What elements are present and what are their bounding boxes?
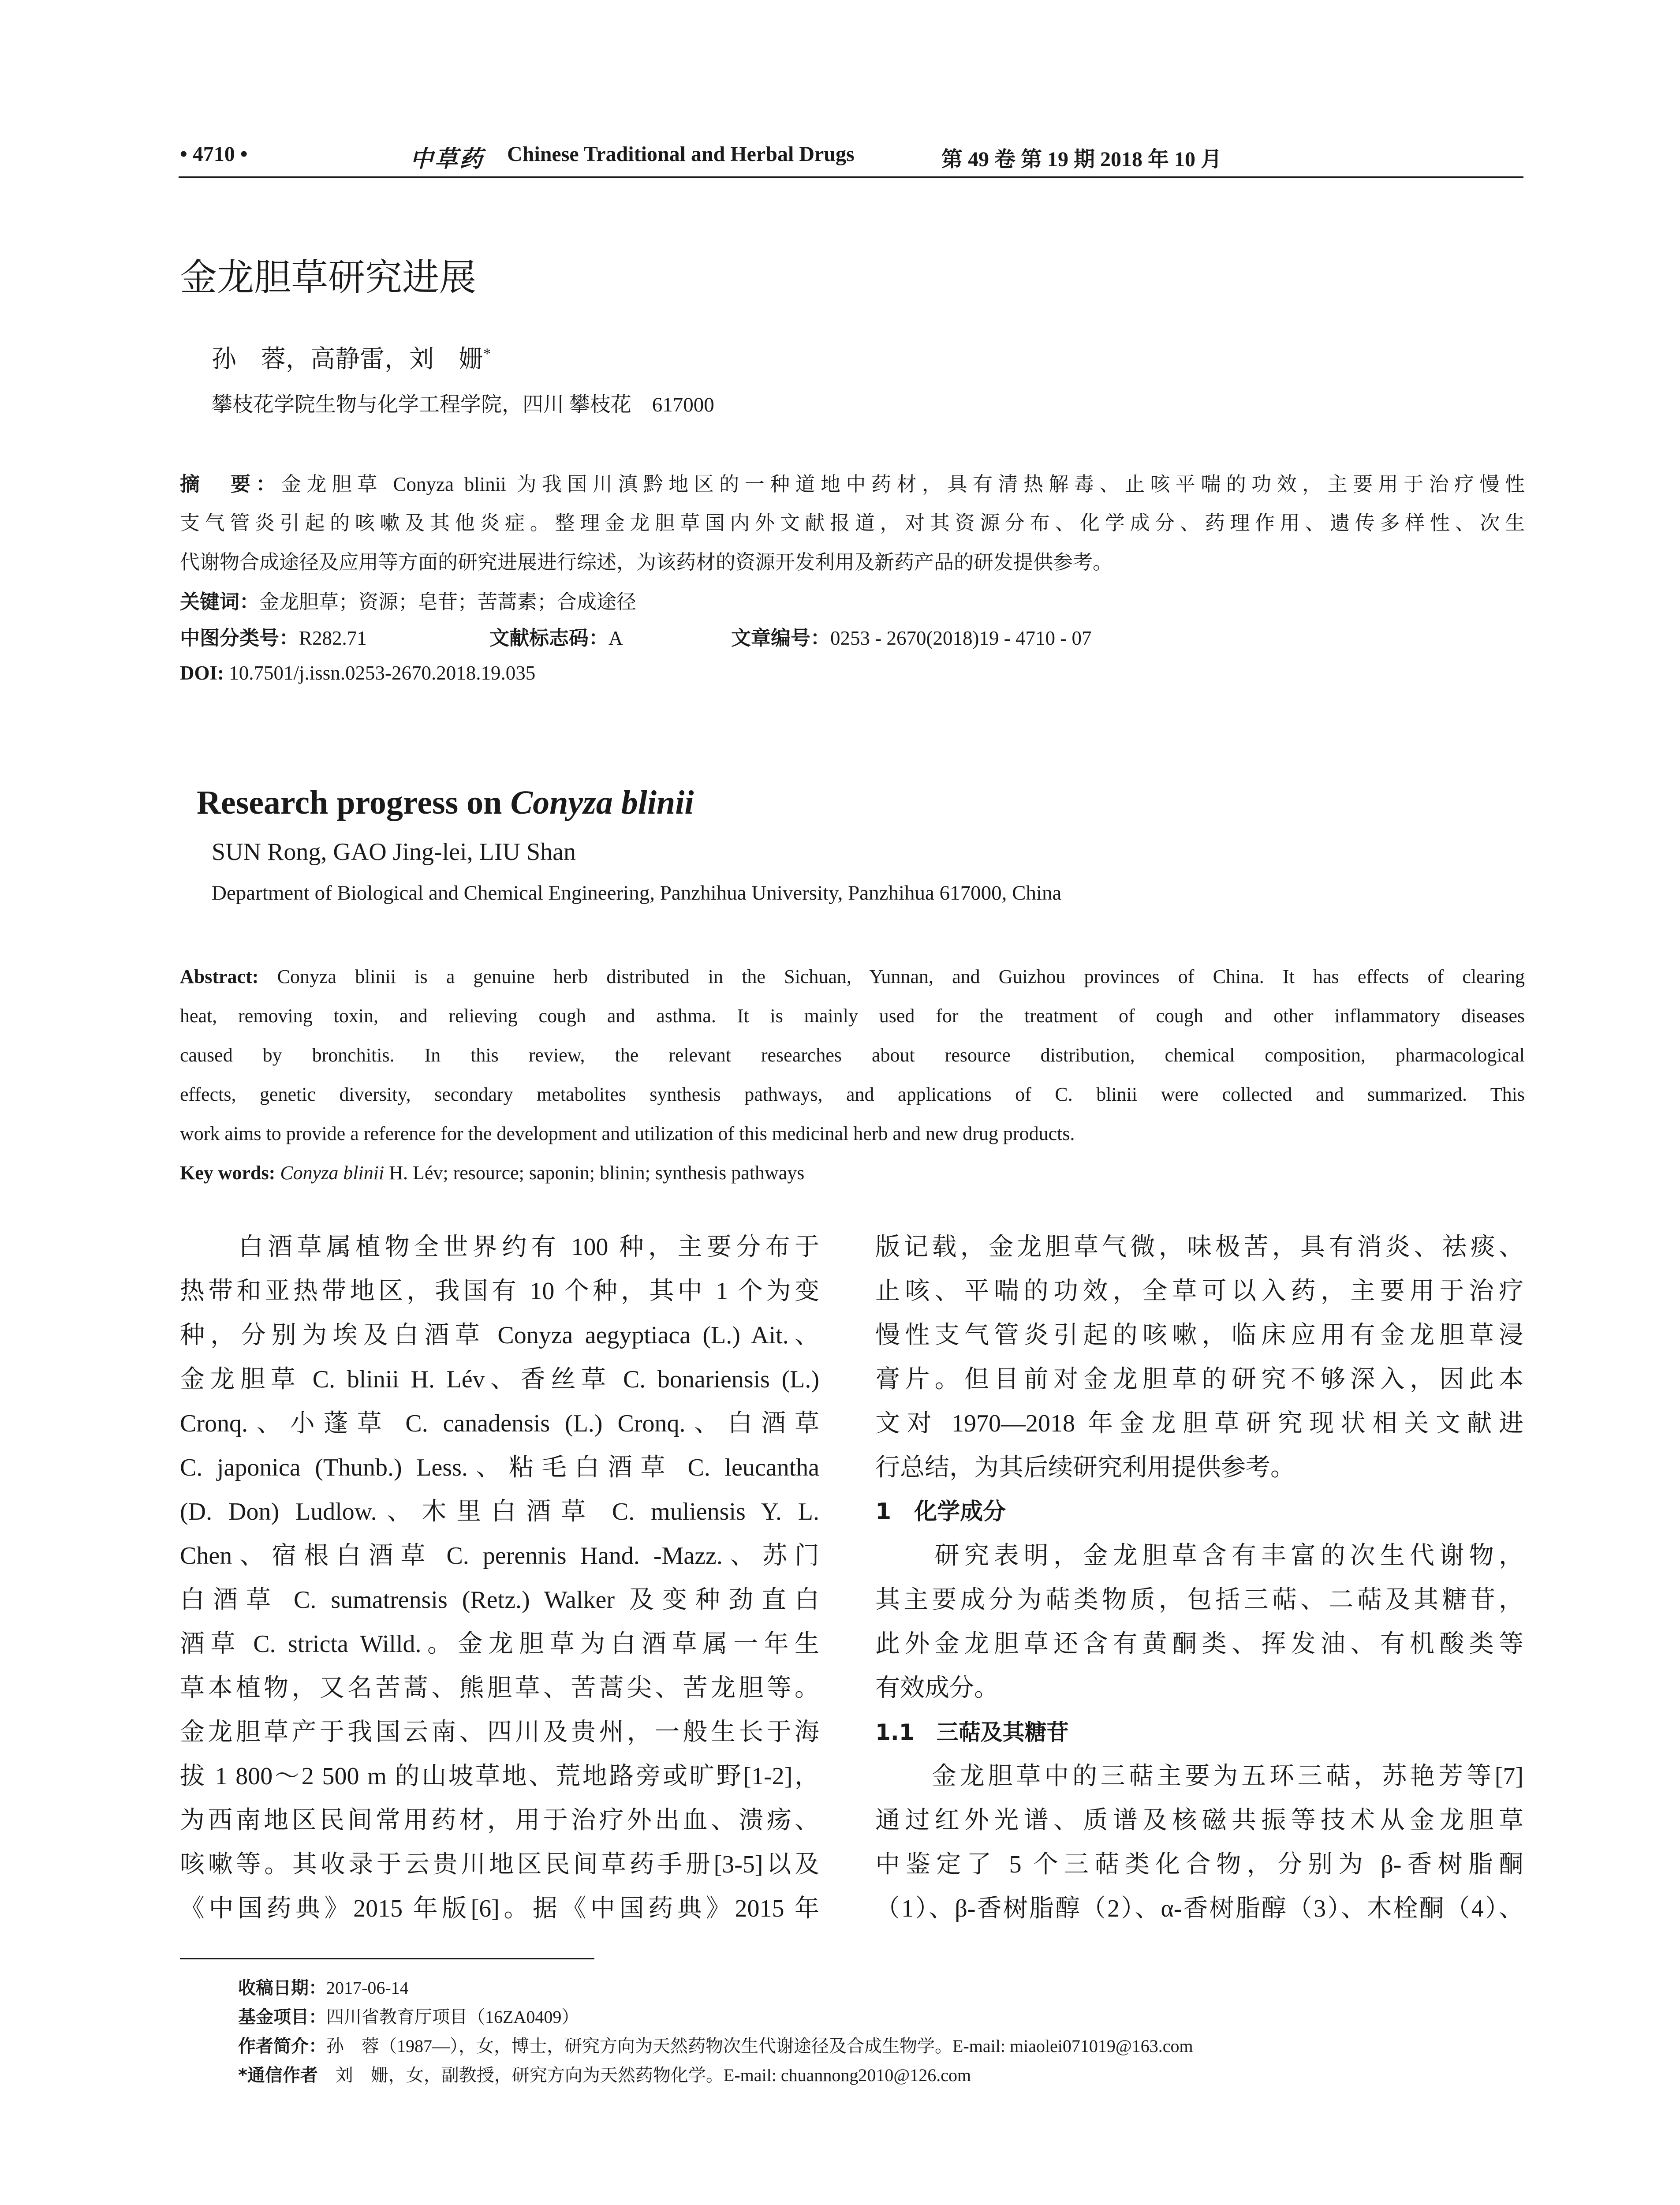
body-line: 白酒草 C. sumatrensis (Retz.) Walker 及变种劲直白 <box>180 1586 819 1614</box>
body-line: 膏片。但目前对金龙胆草的研究不够深入，因此本 <box>875 1366 1523 1393</box>
footnotes <box>238 1973 1517 2090</box>
footnote-author: 作者简介：孙 蓉（1987—），女，博士，研究方向为天然药物次生代谢途径及合成生物学。E-mail: miaolei071019@163.com <box>238 2036 1193 2056</box>
body-line: Cronq.、小蓬草 C. canadensis (L.) Cronq.、白酒草 <box>180 1410 819 1437</box>
body-line: 通过红外光谱、质谱及核磁共振等技术从金龙胆草 <box>875 1807 1523 1834</box>
doi-label: DOI: <box>180 662 224 684</box>
journal-title-en: Chinese Traditional and Herbal Drugs <box>507 142 855 166</box>
footnote-received: 收稿日期：2017-06-14 <box>238 1978 409 1998</box>
doi-value: 10.7501/j.issn.0253-2670.2018.19.035 <box>229 662 536 684</box>
body-line: 止咳、平喘的功效，全草可以入药，主要用于治疗 <box>875 1278 1523 1305</box>
body-line: 其主要成分为萜类物质，包括三萜、二萜及其糖苷， <box>875 1586 1523 1614</box>
article-no-value: 0253 - 2670(2018)19 - 4710 - 07 <box>830 627 1092 649</box>
clc-value: R282.71 <box>299 627 367 649</box>
doc-code-label: 文献标志码： <box>489 626 609 650</box>
article-no-label: 文章编号： <box>731 626 831 650</box>
corresponding-mark: * <box>483 345 491 363</box>
issue-info: 第 49 卷 第 19 期 2018 年 10 月 <box>941 148 1222 171</box>
affiliation-cn: 攀枝花学院生物与化学工程学院，四川 攀枝花 617000 <box>212 393 714 416</box>
body-line: 金龙胆草 C. blinii H. Lév、香丝草 C. bonariensis (L.) <box>180 1366 819 1393</box>
article-title-en: Research progress on Conyza blinii <box>197 784 694 821</box>
abstract-cn-label: 摘 要： <box>180 472 281 496</box>
footnote-fund: 基金项目：四川省教育厅项目（16ZA0409） <box>238 2007 579 2027</box>
body-line: 拔 1 800～2 500 m 的山坡草地、荒地路旁或旷野[1-2]， <box>180 1763 819 1790</box>
body-line: 热带和亚热带地区，我国有 10 个种，其中 1 个为变 <box>180 1278 819 1305</box>
body-line: 慢性支气管炎引起的咳嗽，临床应用有金龙胆草浸 <box>875 1322 1523 1349</box>
body-line: 行总结，为其后续研究利用提供参考。 <box>875 1454 1295 1481</box>
body-line: 为西南地区民间常用药材，用于治疗外出血、溃疡、 <box>180 1807 819 1834</box>
page-number: • 4710 • <box>180 142 248 166</box>
subsection-heading: 1.1 三萜及其糖苷 <box>875 1719 1069 1745</box>
abstract-cn-line: 摘 要：金龙胆草 Conyza blinii 为我国川滇黔地区的一种道地中药材，具有清热解毒、止咳平喘的功效，主要用于治疗慢性 <box>180 472 1525 496</box>
keywords-en: Key words: Conyza blinii H. Lév; resource; saponin; blinin; synthesis pathways <box>180 1162 805 1184</box>
abstract-en-label: Abstract: <box>180 966 259 987</box>
abstract-en-line: Abstract: Conyza blinii is a genuine herb distributed in the Sichuan, Yunnan, and Guizhou provinces of China. It has effects of clearing <box>180 966 1525 987</box>
section-heading: 1 化学成分 <box>875 1499 1006 1525</box>
article-title-cn: 金龙胆草研究进展 <box>180 256 477 299</box>
body-line: 白酒草属植物全世界约有 100 种，主要分布于 <box>180 1233 819 1261</box>
doc-code-value: A <box>609 627 623 649</box>
abstract-cn-line: 支气管炎引起的咳嗽及其他炎症。整理金龙胆草国内外文献报道，对其资源分布、化学成分、药理作用、遗传多样性、次生 <box>180 512 1525 534</box>
abstract-en-line: work aims to provide a reference for the development and utilization of this medicinal herb and new drug products. <box>180 1123 1075 1144</box>
body-line: 研究表明，金龙胆草含有丰富的次生代谢物， <box>875 1542 1523 1570</box>
footnote-rule <box>180 1958 594 1959</box>
authors-en: SUN Rong, GAO Jing-lei, LIU Shan <box>212 838 576 866</box>
doc-code-row <box>489 622 623 650</box>
body-line: 种，分别为埃及白酒草 Conyza aegyptiaca (L.) Ait.、 <box>180 1322 819 1349</box>
authors-cn-names: 孙 蓉，高静雷，刘 姗 <box>212 346 483 373</box>
body-line: 中鉴定了 5 个三萜类化合物，分别为 β-香树脂酮 <box>875 1851 1523 1878</box>
article-no-row <box>731 622 1091 650</box>
body-line: （1）、β-香树脂醇（2）、α-香树脂醇（3）、木栓酮（4）、 <box>875 1895 1523 1922</box>
body-line: 版记载，金龙胆草气微，味极苦，具有消炎、祛痰、 <box>875 1233 1523 1261</box>
body-line: (D. Don) Ludlow.、木里白酒草 C. muliensis Y. L. <box>180 1498 819 1525</box>
body-line: 文对 1970—2018 年金龙胆草研究现状相关文献进 <box>875 1410 1523 1437</box>
abstract-en-line: heat, removing toxin, and relieving cough and asthma. It is mainly used for the treatment of cough and other inflammatory diseases <box>180 1005 1525 1027</box>
clc-label: 中图分类号： <box>180 626 299 650</box>
title-species: Conyza blinii <box>510 784 694 821</box>
abstract-en <box>180 957 1525 1192</box>
footnote-corresponding: *通信作者 刘 姗，女，副教授，研究方向为天然药物化学。E-mail: chuannong2010@126.com <box>238 2065 971 2085</box>
body-line: 有效成分。 <box>875 1674 999 1702</box>
body-column-right <box>875 1225 1523 1931</box>
journal-title-cn: 中草药 <box>410 147 485 172</box>
doi-row <box>180 662 535 684</box>
body-line: Chen、宿根白酒草 C. perennis Hand. -Mazz.、苏门 <box>180 1542 819 1570</box>
affiliation-en: Department of Biological and Chemical Engineering, Panzhihua University, Panzhihua 617000, China <box>212 882 1062 904</box>
classification-row <box>180 622 367 650</box>
abstract-en-line: effects, genetic diversity, secondary metabolites synthesis pathways, and applications of C. blinii were collected and summarized. This <box>180 1084 1525 1105</box>
body-line: 金龙胆草产于我国云南、四川及贵州，一般生长于海 <box>180 1719 819 1746</box>
body-line: 咳嗽等。其收录于云贵川地区民间草药手册[3-5]以及 <box>180 1851 819 1878</box>
body-line: 草本植物，又名苦蒿、熊胆草、苦蒿尖、苦龙胆等。 <box>180 1674 819 1702</box>
abstract-en-line: caused by bronchitis. In this review, the relevant researches about resource distribution, chemical composition, pharmacological <box>180 1044 1525 1066</box>
body-column-left <box>180 1225 819 1931</box>
keywords-en-label: Key words: <box>180 1162 276 1184</box>
body-line: C. japonica (Thunb.) Less.、粘毛白酒草 C. leucantha <box>180 1454 819 1481</box>
abstract-cn <box>180 464 1525 621</box>
body-line: 此外金龙胆草还含有黄酮类、挥发油、有机酸类等 <box>875 1630 1523 1658</box>
keywords-cn: 关键词：金龙胆草；资源；皂苷；苦蒿素；合成途径 <box>180 590 637 613</box>
keywords-cn-label: 关键词： <box>180 590 260 613</box>
abstract-cn-line: 代谢物合成途径及应用等方面的研究进展进行综述，为该药材的资源开发利用及新药产品的研发提供参考。 <box>180 551 1113 573</box>
body-line: 酒草 C. stricta Willd.。金龙胆草为白酒草属一年生 <box>180 1630 819 1658</box>
body-line: 金龙胆草中的三萜主要为五环三萜，苏艳芳等[7] <box>875 1763 1523 1790</box>
header-rule <box>179 176 1523 178</box>
body-line: 《中国药典》2015 年版[6]。据《中国药典》2015 年 <box>180 1895 819 1922</box>
authors-cn <box>212 340 491 375</box>
